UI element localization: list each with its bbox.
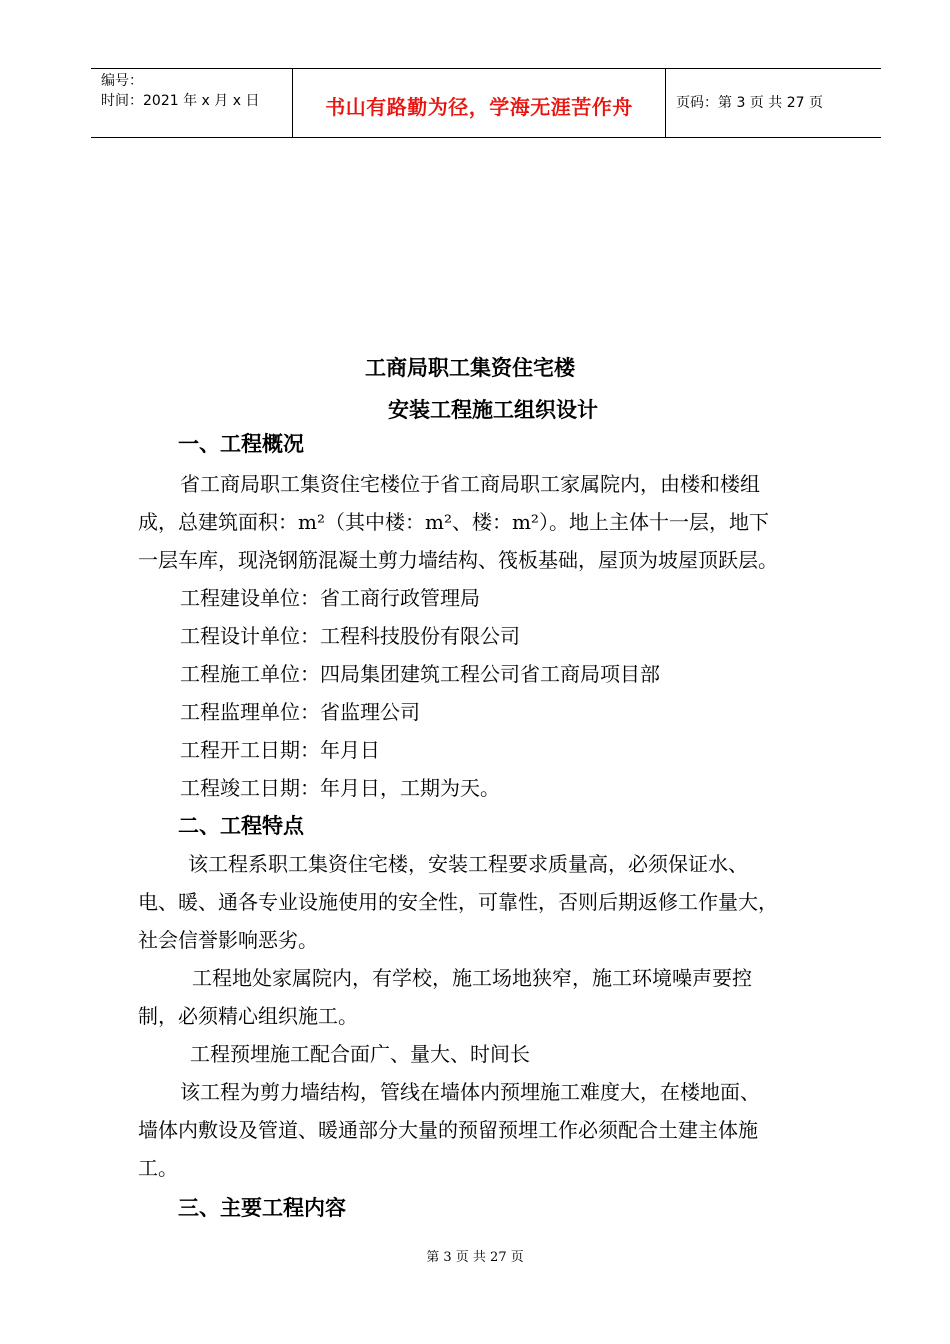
motto-text: 书山有路勤为径，学海无涯苦作舟 <box>325 95 633 119</box>
s2-p3: 工程预埋施工配合面广、量大、时间长 <box>190 1042 530 1066</box>
doc-title-line2: 安装工程施工组织设计 <box>388 397 598 422</box>
header-page-cell <box>666 69 881 137</box>
s1-paragraph-line2: 成，总建筑面积：m²（其中楼：m²、楼：m²）。地上主体十一层，地下 <box>138 510 769 534</box>
s2-p4-line1: 该工程为剪力墙结构，管线在墙体内预埋施工难度大，在楼地面、 <box>180 1080 760 1104</box>
supervision-unit: 工程监理单位：省监理公司 <box>180 700 420 724</box>
s2-p2-line1: 工程地处家属院内，有学校，施工场地狭窄，施工环境噪声要控 <box>192 966 752 990</box>
s2-p4-line3: 工。 <box>138 1156 178 1180</box>
doc-title-line1: 工商局职工集资住宅楼 <box>365 355 575 380</box>
serial-label: 编号： <box>101 73 143 89</box>
construction-unit: 工程施工单位：四局集团建筑工程公司省工商局项目部 <box>180 662 660 686</box>
s2-p4-line2: 墙体内敷设及管道、暖通部分大量的预留预埋工作必须配合土建主体施 <box>138 1118 758 1142</box>
s2-p1-line1: 该工程系职工集资住宅楼，安装工程要求质量高，必须保证水、 <box>188 852 748 876</box>
finish-date: 工程竣工日期：年月日，工期为天。 <box>180 776 500 800</box>
s1-paragraph-line3: 一层车库，现浇钢筋混凝土剪力墙结构、筏板基础，屋顶为坡屋顶跃层。 <box>138 548 778 572</box>
header-page-number: 页码：第 3 页 共 27 页 <box>676 95 823 111</box>
start-date: 工程开工日期：年月日 <box>180 738 380 762</box>
section1-heading: 一、工程概况 <box>178 431 304 456</box>
header-table <box>91 68 881 138</box>
header-info-cell <box>91 69 293 137</box>
footer-page-number: 第 3 页 共 27 页 <box>426 1250 524 1265</box>
design-unit: 工程设计单位：工程科技股份有限公司 <box>180 624 520 648</box>
s2-p1-line2: 电、暖、通各专业设施使用的安全性，可靠性，否则后期返修工作量大， <box>138 890 778 914</box>
build-unit: 工程建设单位：省工商行政管理局 <box>180 586 480 610</box>
section3-heading: 三、主要工程内容 <box>178 1195 346 1220</box>
s1-paragraph-line1: 省工商局职工集资住宅楼位于省工商局职工家属院内，由楼和楼组 <box>180 472 760 496</box>
s2-p1-line3: 社会信誉影响恶劣。 <box>138 928 318 952</box>
time-text: 时间：2021 年 x 月 x 日 <box>101 93 260 109</box>
s2-p2-line2: 制，必须精心组织施工。 <box>138 1004 358 1028</box>
section2-heading: 二、工程特点 <box>178 813 304 838</box>
header-motto-cell <box>293 69 666 137</box>
